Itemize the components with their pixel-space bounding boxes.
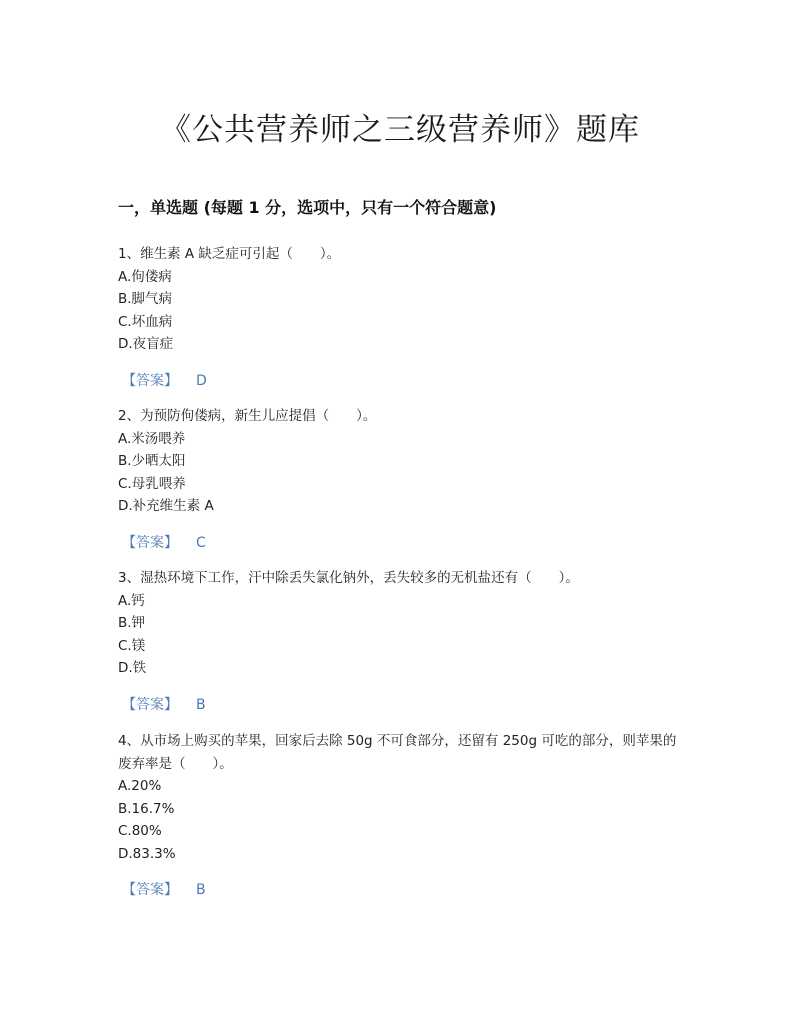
answer-tag: 【答案】 — [122, 372, 178, 389]
option-a: A.20% — [118, 778, 162, 794]
option-c: C.80% — [118, 823, 162, 839]
option-d: D.夜盲症 — [118, 336, 174, 352]
answer-tag: 【答案】 — [122, 696, 178, 713]
option-d: D.83.3% — [118, 845, 176, 862]
answer-row — [118, 532, 688, 554]
option-b: B.钾 — [118, 615, 146, 631]
option-c: C.坏血病 — [118, 313, 173, 330]
answer-value: C — [196, 534, 206, 551]
option-b: B.16.7% — [118, 800, 175, 817]
answer-tag: 【答案】 — [122, 882, 178, 898]
document-title: 《公共营养师之三级营养师》题库 — [160, 112, 640, 148]
question-stem: 3、湿热环境下工作，汗中除丢失氯化钠外，丢失较多的无机盐还有（ ）。 — [118, 570, 579, 586]
option-b: B.脚气病 — [118, 291, 173, 307]
answer-value: B — [196, 882, 206, 898]
question-1 — [118, 243, 688, 392]
answer-value: D — [196, 372, 207, 389]
question-stem: 2、为预防佝偻病，新生儿应提倡（ ）。 — [118, 408, 377, 424]
answer-row — [118, 370, 688, 392]
option-c: C.母乳喂养 — [118, 475, 186, 492]
answer-row — [118, 879, 688, 901]
answer-row — [118, 694, 688, 716]
option-a: A.佝偻病 — [118, 268, 172, 285]
question-3 — [118, 567, 688, 716]
answer-tag: 【答案】 — [122, 534, 178, 551]
section-heading: 一，单选题 (每题 1 分，选项中，只有一个符合题意) — [118, 198, 497, 217]
question-stem: 4、从市场上购买的苹果，回家后去除 50g 不可食部分，还留有 250g 可吃的部分，则苹果的废弃率是（ ）。 — [118, 733, 677, 772]
option-a: A.米汤喂养 — [118, 430, 186, 447]
question-stem: 1、维生素 A 缺乏症可引起（ ）。 — [118, 246, 341, 262]
option-d: D.铁 — [118, 660, 147, 676]
question-2 — [118, 405, 688, 554]
option-c: C.镁 — [118, 637, 146, 654]
option-d: D.补充维生素 A — [118, 498, 214, 514]
answer-value: B — [196, 696, 206, 713]
option-b: B.少晒太阳 — [118, 453, 186, 469]
question-4 — [118, 730, 688, 901]
option-a: A.钙 — [118, 592, 145, 609]
